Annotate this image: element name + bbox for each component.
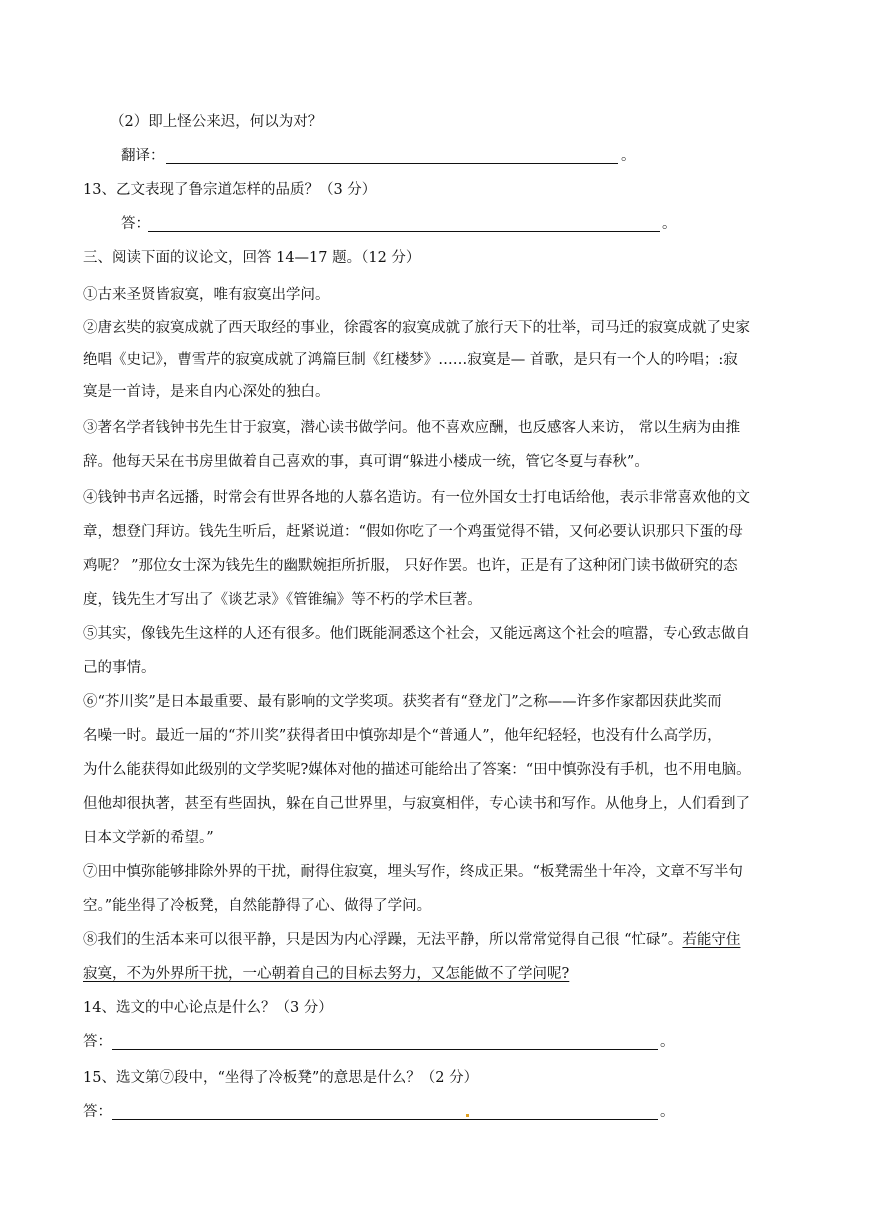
paragraph-4-line-2: 章，想登门拜访。钱先生听后，赶紧说道：“假如你吃了一个鸡蛋觉得不错，又何必要认识那只下蛋的母	[83, 524, 743, 540]
q13-answer-label: 答：	[121, 216, 150, 232]
paragraph-8-text: ⑧我们的生活本来可以很平静，只是因为内心浮躁，无法平静，所以常常觉得自己很 “忙碌”。	[83, 932, 683, 948]
paragraph-2-line-3: 寞是一首诗，是来自内心深处的独白。	[83, 384, 330, 400]
paragraph-4-line-3: 鸡呢？ ”那位女士深为钱先生的幽默婉拒所折服， 只好作罢。也许，正是有了这种闭门读书做研究的态	[83, 558, 738, 574]
paragraph-6-line-2: 名噪一时。最近一届的“芥川奖”获得者田中慎弥却是个“普通人”，他年纪轻轻，也没有什么高学历，	[83, 728, 722, 744]
paragraph-2-line-2: 绝唱《史记》，曹雪芹的寂寞成就了鸿篇巨制《红楼梦》……寂寞是— 首歌，是只有一个人的吟唱；:寂	[83, 352, 738, 368]
paragraph-6-line-4: 但他却很执著，甚至有些固执，躲在自己世界里，与寂寞相伴，专心读书和写作。从他身上，人们看到了	[83, 796, 750, 812]
paragraph-7-line-2: 空。”能坐得了冷板凳，自然能静得了心、做得了学问。	[83, 898, 432, 914]
section3-heading: 三、阅读下面的议论文，回答 14—17 题。（12 分）	[83, 250, 421, 266]
q12-item2-answer-label: 翻译：	[121, 148, 165, 164]
q12-item2-prompt: （2）即上怪公来迟，何以为对？	[110, 114, 323, 130]
paragraph-1: ①古来圣贤皆寂寞，唯有寂寞出学问。	[83, 287, 330, 303]
q14-answer-label: 答：	[83, 1034, 112, 1050]
paragraph-8-underlined-sentence-end: 寂寞，不为外界所干扰，一心朝着自己的目标去努力，又怎能做不了学问呢?	[83, 966, 570, 982]
q15-answer-line[interactable]	[112, 1119, 658, 1120]
q14-answer-line[interactable]	[112, 1049, 658, 1050]
paragraph-6-line-3: 为什么能获得如此级别的文学奖呢?媒体对他的描述可能给出了答案：“田中慎弥没有手机，也不用电脑。	[83, 762, 751, 778]
q15-end-mark: 。	[660, 1104, 675, 1120]
paragraph-4-line-4: 度，钱先生才写出了《谈艺录》《管锥编》等不朽的学术巨著。	[83, 592, 482, 608]
q14-end-mark: 。	[660, 1034, 675, 1050]
paragraph-5-line-1: ⑤其实，像钱先生这样的人还有很多。他们既能洞悉这个社会，又能远离这个社会的喧嚣，专心致志做自	[83, 626, 750, 642]
paragraph-8-line-1	[83, 930, 740, 950]
paragraph-3-line-2: 辞。他每天呆在书房里做着自己喜欢的事，真可谓“躲进小楼成一统，管它冬夏与春秋”。	[83, 454, 649, 470]
paragraph-2-line-1: ②唐玄奘的寂寞成就了西天取经的事业，徐霞客的寂寞成就了旅行天下的壮举，司马迁的寂寞成就了史家	[83, 320, 750, 336]
paragraph-3-line-1: ③著名学者钱钟书先生甘于寂寞，潜心读书做学问。他不喜欢应酬，也反感客人来访， 常以生病为由推	[83, 420, 741, 436]
stray-dot-mark	[466, 1114, 469, 1117]
paragraph-7-line-1: ⑦田中慎弥能够排除外界的干扰，耐得住寂寞，埋头写作，终成正果。“板凳需坐十年冷，文章不写半句	[83, 864, 743, 880]
paragraph-8-underlined-sentence-start: 若能守住	[682, 932, 741, 948]
q13-end-mark: 。	[662, 216, 677, 232]
q13-answer-line[interactable]	[148, 231, 660, 232]
q13-prompt: 13、乙文表现了鲁宗道怎样的品质？（3 分）	[83, 182, 377, 198]
q12-item2-end-mark: 。	[621, 148, 636, 164]
q15-answer-label: 答：	[83, 1104, 112, 1120]
q14-prompt: 14、选文的中心论点是什么？（3 分）	[83, 1000, 333, 1016]
paragraph-4-line-1: ④钱钟书声名远播，时常会有世界各地的人慕名造访。有一位外国女士打电话给他，表示非常喜欢他的文	[83, 490, 750, 506]
paragraph-5-line-2: 己的事情。	[83, 660, 156, 676]
q12-item2-answer-line[interactable]	[166, 163, 618, 164]
q15-prompt: 15、选文第⑦段中，“坐得了冷板凳”的意思是什么？（2 分）	[83, 1070, 479, 1086]
paragraph-6-line-1: ⑥“芥川奖”是日本最重要、最有影响的文学奖项。获奖者有“登龙门”之称——许多作家都因获此奖而	[83, 694, 722, 710]
paragraph-6-line-5: 日本文学新的希望。”	[83, 830, 214, 846]
